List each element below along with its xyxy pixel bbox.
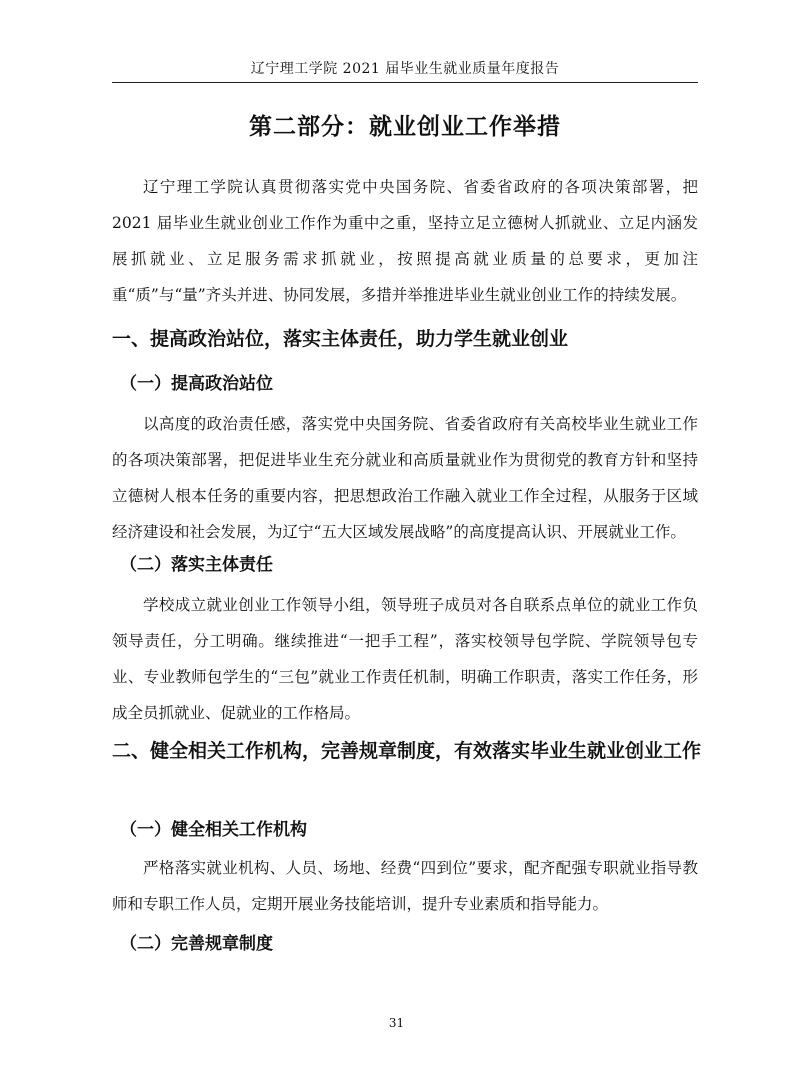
section-heading-1: 一、提高政治站位，落实主体责任，助力学生就业创业 (112, 328, 569, 350)
subsection-heading-2-1: （一）健全相关工作机构 (120, 820, 307, 840)
subsection-heading-1-1: （一）提高政治站位 (120, 374, 273, 394)
header-rule (112, 82, 698, 83)
subsection-body-1-1: 以高度的政治责任感，落实党中央国务院、省委省政府有关高校毕业生就业工作的各项决策部署，把促进毕业生充分就业和高质量就业作为贯彻党的教育方针和坚持立德树人根本任务的重要内容，把思想政治工作融入就业工作全过程，从服务于区域经济建设和社会发展，为辽宁“五大区域发展战略”的高度提高认识、开展就业工作。 (112, 415, 698, 541)
subsection-body-1-2: 学校成立就业创业工作领导小组，领导班子成员对各自联系点单位的就业工作负领导责任，分工明确。继续推进“一把手工程”，落实校领导包学院、学院领导包专业、专业教师包学生的“三包”就业工作责任机制，明确工作职责，落实工作任务，形成全员抓就业、促就业的工作格局。 (112, 596, 698, 722)
running-header: 辽宁理工学院 2021 届毕业生就业质量年度报告 (250, 61, 560, 77)
subsection-body-2-1: 严格落实就业机构、人员、场地、经费“四到位”要求，配齐配强专职就业指导教师和专职工作人员，定期开展业务技能培训，提升专业素质和指导能力。 (112, 859, 698, 913)
subsection-heading-1-2: （二）落实主体责任 (120, 555, 273, 575)
intro-paragraph: 辽宁理工学院认真贯彻落实党中央国务院、省委省政府的各项决策部署，把 2021 届毕业生就业创业工作作为重中之重，坚持立足立德树人抓就业、立足内涵发展抓就业、立足服务需求抓就业，按照提高就业质量的总要求，更加注重“质”与“量”齐头并进、协同发展，多措并举推进毕业生就业创业工作的持续发展。 (112, 178, 698, 304)
section-heading-2: 二、健全相关工作机构，完善规章制度，有效落实毕业生就业创业工作 (112, 740, 702, 762)
part-title: 第二部分：就业创业工作举措 (249, 114, 561, 140)
page-number: 31 (388, 1016, 405, 1030)
subsection-heading-2-2: （二）完善规章制度 (120, 934, 273, 954)
